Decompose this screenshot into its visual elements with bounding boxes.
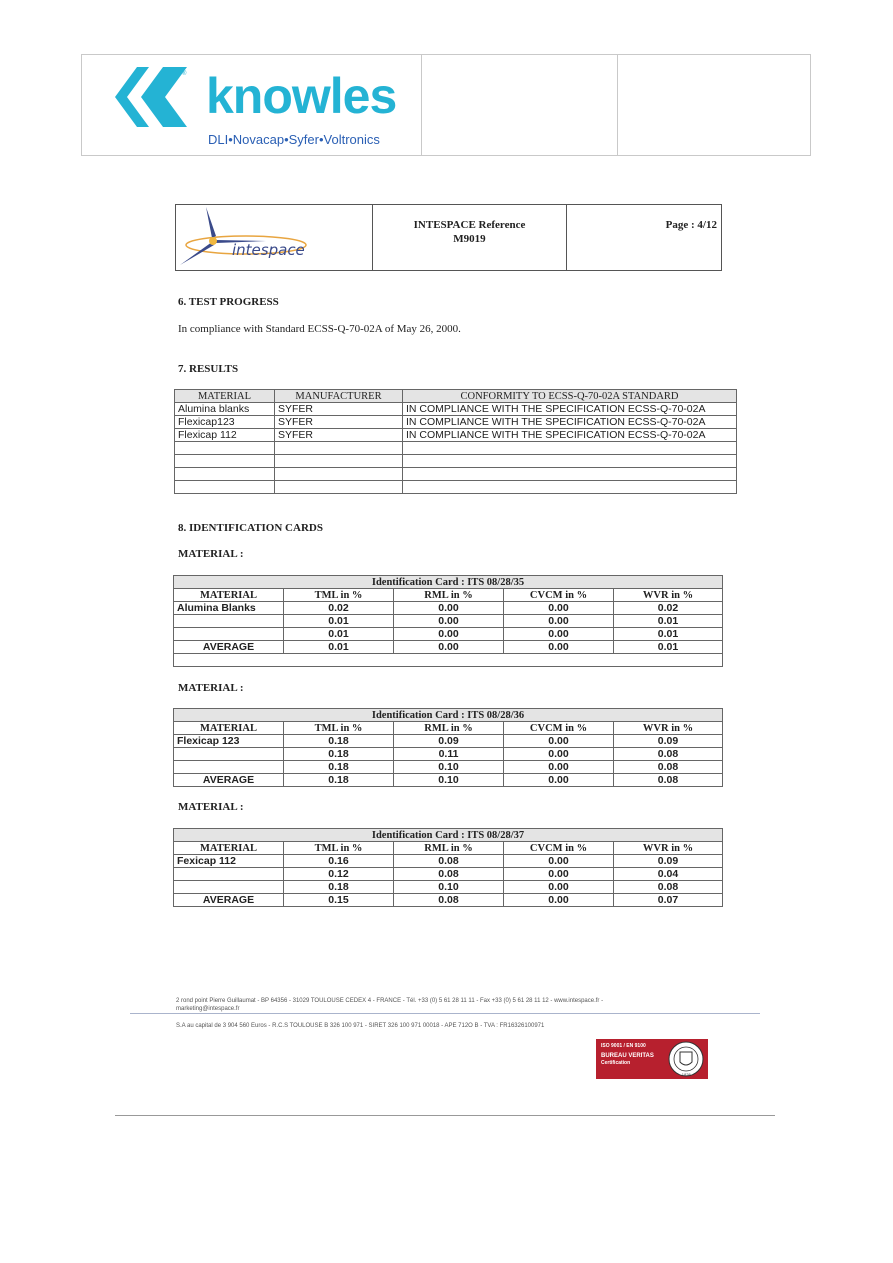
results-cell: Flexicap 112 [175, 429, 275, 442]
col-cvcm: CVCM in % [504, 589, 614, 602]
page-bottom-rule [115, 1115, 775, 1116]
table-row [175, 429, 737, 442]
card-cell: 0.09 [614, 855, 723, 868]
bv-iso: ISO 9001 / EN 9100 [601, 1043, 646, 1049]
results-cell [175, 481, 275, 494]
card-cell: Fexicap 112 [174, 855, 284, 868]
card-cell: 0.08 [614, 748, 723, 761]
table-row [174, 735, 723, 748]
results-cell: SYFER [275, 416, 403, 429]
knowles-wordmark: knowles [206, 68, 397, 124]
card-cell [174, 615, 284, 628]
table-row [174, 881, 723, 894]
results-table [174, 389, 737, 494]
card-cell: 0.00 [504, 641, 614, 654]
card-empty-row [174, 654, 723, 667]
card-cell: AVERAGE [174, 774, 284, 787]
card-cell: 0.10 [394, 774, 504, 787]
col-material: MATERIAL [174, 722, 284, 735]
results-col-conformity: CONFORMITY TO ECSS-Q-70-02A STANDARD [403, 390, 737, 403]
col-wvr: WVR in % [614, 722, 723, 735]
card-cell: 0.10 [394, 881, 504, 894]
table-row [174, 654, 723, 667]
intespace-header [175, 204, 722, 271]
card-3-title: Identification Card : ITS 08/28/37 [174, 829, 723, 842]
col-cvcm: CVCM in % [504, 842, 614, 855]
card-cell: Flexicap 123 [174, 735, 284, 748]
card-cell: 0.00 [504, 748, 614, 761]
card-3-material-label: MATERIAL : [178, 801, 244, 813]
section-8-heading: 8. IDENTIFICATION CARDS [178, 522, 323, 534]
results-cell: IN COMPLIANCE WITH THE SPECIFICATION ECSS-Q-70-02A [403, 416, 737, 429]
card-cell: 0.08 [394, 868, 504, 881]
col-cvcm: CVCM in % [504, 722, 614, 735]
col-rml: RML in % [394, 842, 504, 855]
card-cell: 0.00 [504, 735, 614, 748]
results-cell [175, 455, 275, 468]
registered-mark: ® [182, 71, 187, 77]
average-row [174, 774, 723, 787]
results-cell [403, 442, 737, 455]
results-cell: SYFER [275, 403, 403, 416]
col-wvr: WVR in % [614, 589, 723, 602]
card-cell: 0.01 [614, 641, 723, 654]
card-cell: 0.07 [614, 894, 723, 907]
card-cell [174, 628, 284, 641]
card-cell: 0.00 [504, 628, 614, 641]
card-cell [174, 881, 284, 894]
card-cell: 0.00 [504, 881, 614, 894]
intespace-wordmark: intespace [232, 241, 305, 259]
card-cell: 0.09 [614, 735, 723, 748]
results-cell: SYFER [275, 429, 403, 442]
results-col-material: MATERIAL [175, 390, 275, 403]
knowles-logo [82, 55, 422, 155]
col-wvr: WVR in % [614, 842, 723, 855]
col-tml: TML in % [284, 842, 394, 855]
bureau-veritas-badge [596, 1039, 708, 1079]
bv-cert: Certification [601, 1060, 631, 1066]
card-cell: 0.00 [504, 774, 614, 787]
table-row [174, 748, 723, 761]
intespace-logo [176, 205, 373, 270]
table-row [175, 416, 737, 429]
page-number: Page : 4/12 [665, 219, 717, 231]
card-cell: 0.00 [394, 641, 504, 654]
section-6-text: In compliance with Standard ECSS-Q-70-02A of May 26, 2000. [178, 323, 461, 335]
results-cell [175, 468, 275, 481]
card-cell [174, 868, 284, 881]
table-row [174, 615, 723, 628]
col-tml: TML in % [284, 589, 394, 602]
knowles-k-mark-icon [115, 65, 187, 129]
knowles-header-right [618, 55, 810, 155]
card-cell: 0.08 [394, 894, 504, 907]
results-cell [275, 468, 403, 481]
results-cell: IN COMPLIANCE WITH THE SPECIFICATION ECSS-Q-70-02A [403, 429, 737, 442]
results-cell [403, 468, 737, 481]
card-cell: 0.00 [504, 615, 614, 628]
table-row [174, 761, 723, 774]
card-cell: 0.15 [284, 894, 394, 907]
results-cell [275, 442, 403, 455]
card-cell: 0.01 [284, 615, 394, 628]
footer-address: 2 rond point Pierre Guillaumat - BP 64356 - 31029 TOULOUSE CEDEX 4 - FRANCE - Tél. +33 (0) 5 61 28 11 11 - Fax +33 (0) 5 61 28 11 12 - www.intespace.fr - [176, 998, 604, 1004]
card-title-row [174, 576, 723, 589]
identification-card-3 [173, 828, 723, 907]
results-cell [403, 481, 737, 494]
card-cell: 0.09 [394, 735, 504, 748]
card-cell: AVERAGE [174, 894, 284, 907]
card-cell: 0.02 [614, 602, 723, 615]
results-cell [175, 442, 275, 455]
intespace-reference [373, 205, 567, 270]
card-cell: AVERAGE [174, 641, 284, 654]
col-material: MATERIAL [174, 842, 284, 855]
footer-divider [130, 1013, 760, 1014]
average-row [174, 894, 723, 907]
card-cell: 0.00 [504, 602, 614, 615]
reference-label: INTESPACE Reference [413, 219, 526, 231]
section-7-heading: 7. RESULTS [178, 363, 239, 375]
col-material: MATERIAL [174, 589, 284, 602]
knowles-header [81, 54, 811, 156]
card-cell: 0.00 [394, 615, 504, 628]
bv-name: BUREAU VERITAS [601, 1053, 654, 1059]
results-cell [275, 455, 403, 468]
table-row [175, 442, 737, 455]
results-cell: Alumina blanks [175, 403, 275, 416]
card-cell: 0.04 [614, 868, 723, 881]
col-rml: RML in % [394, 589, 504, 602]
card-title-row [174, 709, 723, 722]
results-col-manufacturer: MANUFACTURER [275, 390, 403, 403]
results-header-row [175, 390, 737, 403]
card-header-row [174, 589, 723, 602]
card-cell: 0.11 [394, 748, 504, 761]
card-cell: 0.18 [284, 881, 394, 894]
section-6-heading: 6. TEST PROGRESS [178, 296, 279, 308]
card-header-row [174, 722, 723, 735]
col-rml: RML in % [394, 722, 504, 735]
intespace-star-icon [176, 205, 373, 270]
card-cell: 0.08 [614, 774, 723, 787]
card-cell: 0.18 [284, 761, 394, 774]
table-row [175, 403, 737, 416]
card-cell: 0.00 [504, 894, 614, 907]
card-cell: Alumina Blanks [174, 602, 284, 615]
results-cell: IN COMPLIANCE WITH THE SPECIFICATION ECSS-Q-70-02A [403, 403, 737, 416]
table-row [174, 602, 723, 615]
footer-legal: S.A au capital de 3 904 560 Euros - R.C.S TOULOUSE B 326 100 971 - SIRET 326 100 971 00018 - APE 712O B - TVA : FR16326100971 [176, 1023, 545, 1029]
card-cell: 0.01 [614, 615, 723, 628]
card-cell: 0.12 [284, 868, 394, 881]
bv-seal-year: 1828 [681, 1072, 691, 1077]
table-row [174, 855, 723, 868]
card-cell [174, 748, 284, 761]
table-row [175, 481, 737, 494]
card-cell: 0.08 [394, 855, 504, 868]
card-cell: 0.08 [614, 881, 723, 894]
card-cell: 0.18 [284, 748, 394, 761]
card-cell: 0.10 [394, 761, 504, 774]
average-row [174, 641, 723, 654]
card-cell: 0.18 [284, 735, 394, 748]
results-cell [275, 481, 403, 494]
card-cell: 0.00 [504, 761, 614, 774]
bv-text [596, 1039, 664, 1079]
card-1-title: Identification Card : ITS 08/28/35 [174, 576, 723, 589]
identification-card-2 [173, 708, 723, 787]
results-cell [403, 455, 737, 468]
footer-email: marketing@intespace.fr [176, 1006, 240, 1012]
col-tml: TML in % [284, 722, 394, 735]
identification-card-1 [173, 575, 723, 667]
reference-value: M9019 [453, 233, 486, 245]
table-row [175, 468, 737, 481]
card-cell: 0.00 [394, 602, 504, 615]
card-cell [174, 761, 284, 774]
table-row [174, 628, 723, 641]
table-row [174, 868, 723, 881]
card-title-row [174, 829, 723, 842]
table-row [175, 455, 737, 468]
card-cell: 0.16 [284, 855, 394, 868]
card-cell: 0.18 [284, 774, 394, 787]
knowles-subtitle: DLI•Novacap•Syfer•Voltronics [208, 132, 380, 147]
knowles-header-middle [422, 55, 618, 155]
card-header-row [174, 842, 723, 855]
card-2-title: Identification Card : ITS 08/28/36 [174, 709, 723, 722]
card-cell: 0.01 [284, 641, 394, 654]
card-cell: 0.01 [284, 628, 394, 641]
card-cell: 0.08 [614, 761, 723, 774]
card-cell: 0.00 [504, 868, 614, 881]
card-1-material-label: MATERIAL : [178, 548, 244, 560]
card-cell: 0.02 [284, 602, 394, 615]
results-cell: Flexicap123 [175, 416, 275, 429]
bv-seal [664, 1039, 708, 1079]
card-cell: 0.00 [504, 855, 614, 868]
card-cell: 0.00 [394, 628, 504, 641]
card-2-material-label: MATERIAL : [178, 682, 244, 694]
card-cell: 0.01 [614, 628, 723, 641]
